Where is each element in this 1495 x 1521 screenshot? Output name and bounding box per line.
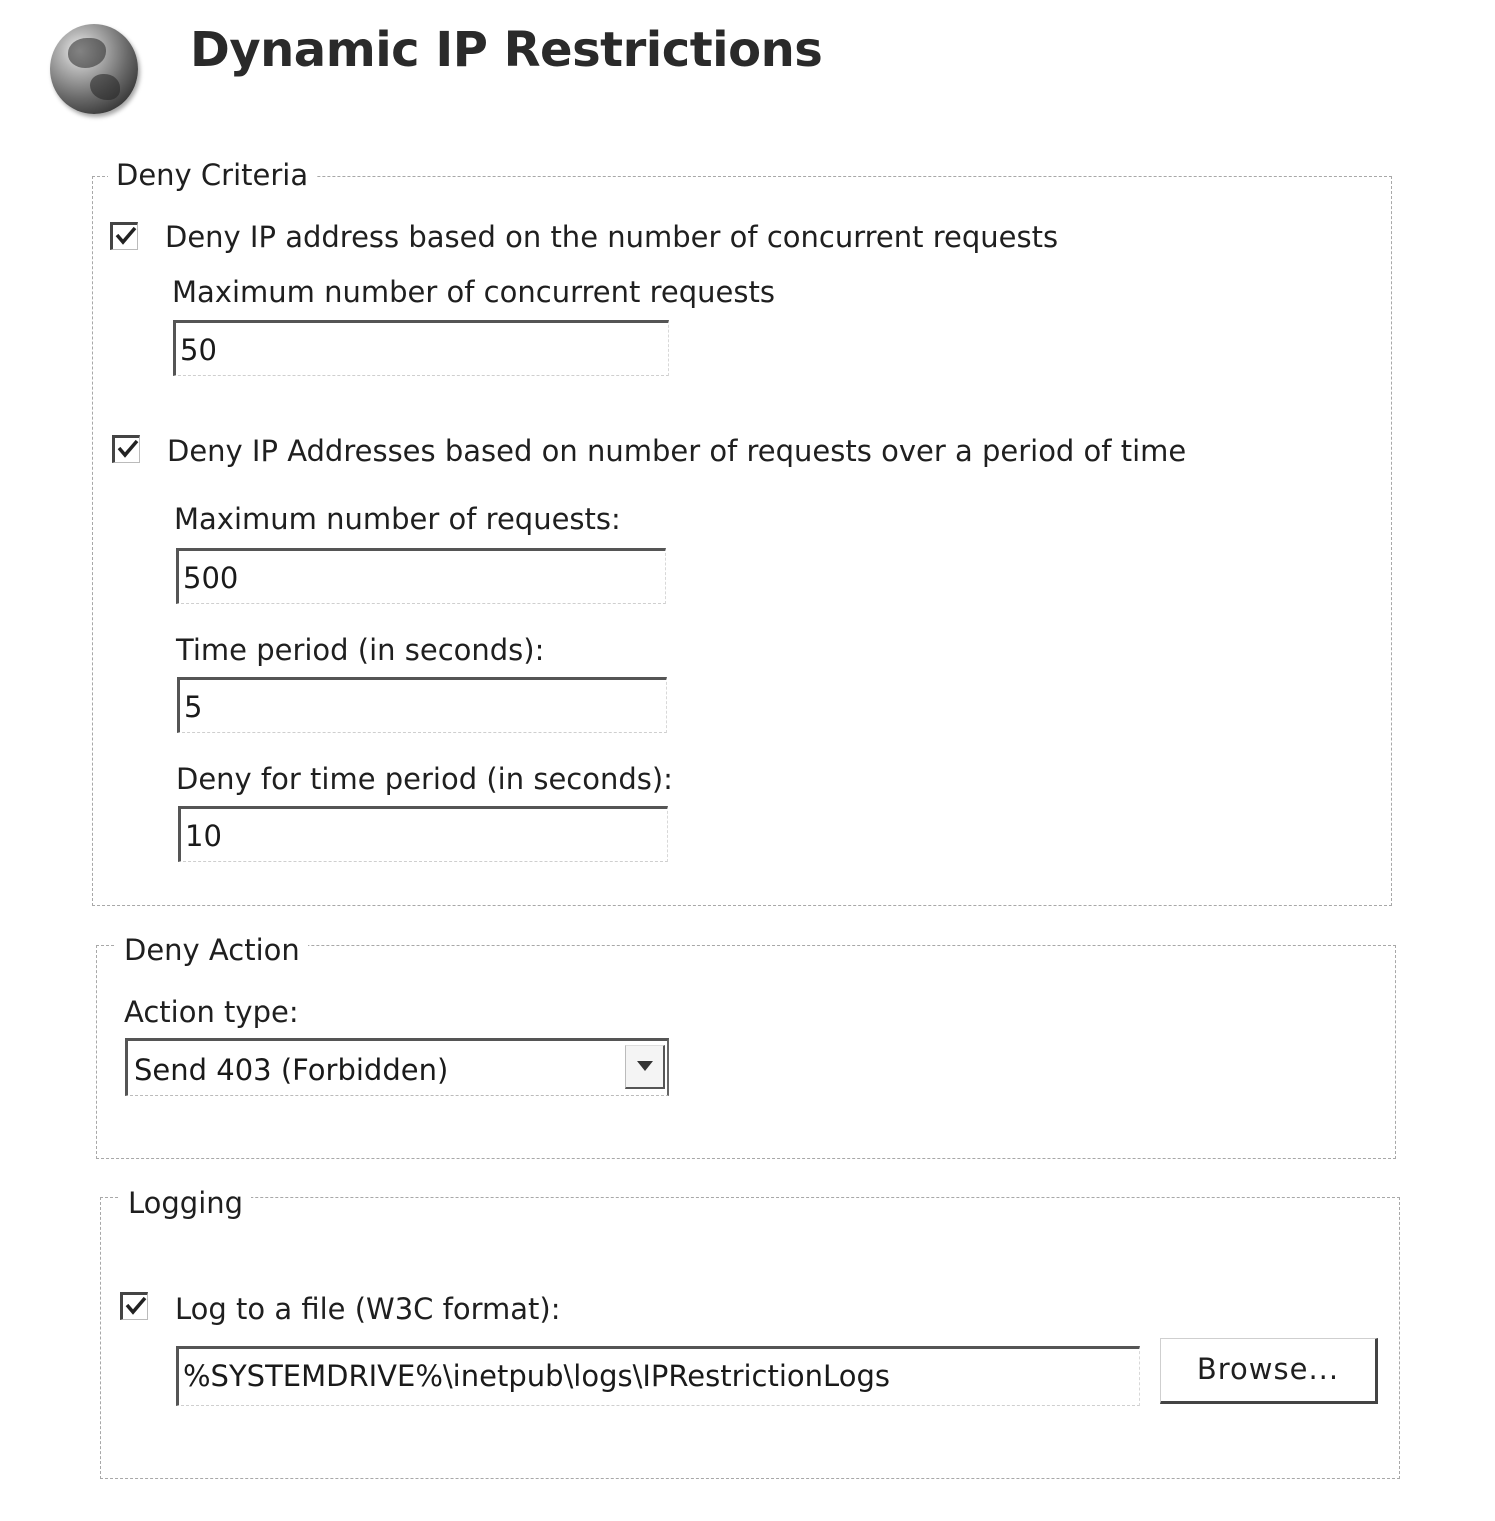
deny-period-input[interactable] xyxy=(178,806,668,862)
browse-button[interactable]: Browse... xyxy=(1160,1338,1378,1404)
time-period-label: Time period (in seconds): xyxy=(176,633,545,667)
max-concurrent-input[interactable] xyxy=(173,320,669,376)
chevron-down-icon xyxy=(636,1060,654,1072)
max-requests-input[interactable] xyxy=(176,548,666,604)
log-to-file-label: Log to a file (W3C format): xyxy=(175,1292,561,1326)
deny-concurrent-checkbox[interactable] xyxy=(110,222,138,250)
action-type-select[interactable] xyxy=(125,1038,669,1096)
dropdown-button[interactable] xyxy=(625,1045,665,1089)
action-type-label: Action type: xyxy=(124,995,299,1029)
log-path-input[interactable] xyxy=(176,1346,1140,1406)
deny-rate-label: Deny IP Addresses based on number of requests over a period of time xyxy=(167,434,1187,468)
log-to-file-checkbox[interactable] xyxy=(120,1292,148,1320)
max-concurrent-value: 50 xyxy=(180,333,217,367)
max-requests-label: Maximum number of requests: xyxy=(174,502,621,536)
deny-concurrent-label: Deny IP address based on the number of concurrent requests xyxy=(165,220,1059,254)
deny-period-label: Deny for time period (in seconds): xyxy=(176,762,673,796)
deny-criteria-legend: Deny Criteria xyxy=(108,158,316,192)
logging-legend: Logging xyxy=(120,1186,251,1220)
action-type-value: Send 403 (Forbidden) xyxy=(134,1053,449,1087)
time-period-value: 5 xyxy=(184,690,203,724)
max-requests-value: 500 xyxy=(183,561,239,595)
deny-action-legend: Deny Action xyxy=(116,933,308,967)
deny-period-value: 10 xyxy=(185,819,222,853)
log-path-value: %SYSTEMDRIVE%\inetpub\logs\IPRestrictionLogs xyxy=(183,1359,890,1393)
globe-icon xyxy=(50,24,138,114)
page-title: Dynamic IP Restrictions xyxy=(190,22,823,78)
max-concurrent-label: Maximum number of concurrent requests xyxy=(172,275,775,309)
time-period-input[interactable] xyxy=(177,677,667,733)
deny-rate-checkbox[interactable] xyxy=(112,435,140,463)
